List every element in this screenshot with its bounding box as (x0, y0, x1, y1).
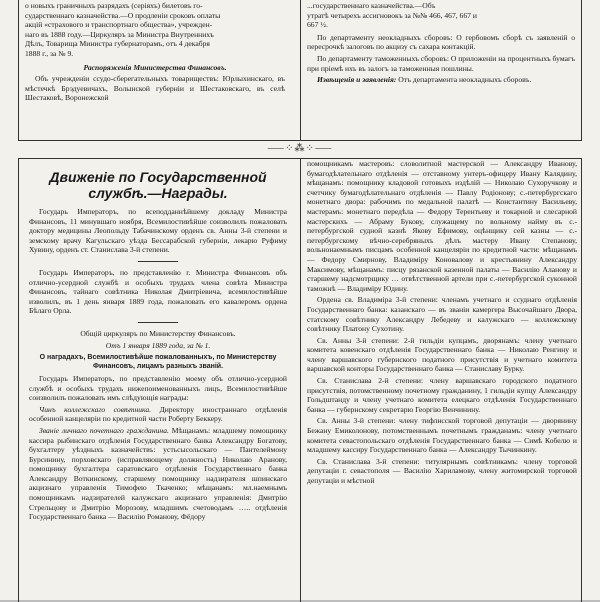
paragraph: Государь Императоръ, по представленію моему объ отлично-усердной службѣ и особыхъ трудахъ нижепоименованныхъ лицъ, Всемилостивѣйше соизволилъ пожаловать имъ слѣдующія награды: (29, 373, 287, 403)
text-line: 667 ½. (307, 20, 328, 30)
paragraph: Св. Станислава 3-й степени: титулярнымъ совѣтникамъ: члену торговой депутаціи г. севастополя — Василію Хариламову, члену житомирской торговой депутаціи и мѣстной (307, 456, 577, 485)
paragraph: Ордена св. Владиміра 3-й степени: членамъ учетнаго и ссуднаго отдѣленія Государственнаго банка: казанскаго — въ званіи камергера Высочайшаго Двора, статскому совѣтнику Александру Лебедеву и калужскаго — коллежскому совѣтнику Платону Сухотину. (307, 295, 577, 334)
text-line: сударственнаго казначейства.—О продленіи сроковъ оплаты (25, 10, 221, 20)
top-left-column (25, 1, 285, 105)
paragraph: помощникамъ мастеровъ: словолитной мастерской — Александру Иванову, бумагодѣлательнаго отдѣленія — отставному унтеръ-офицеру Ивану Калядину, мѣщанамъ: помощнику кладовой готовыхъ издѣлій — Николаю Сухоручкову и счетчику бумагодѣлательнаго отдѣленія — Павлу Родіонову; с.-петербургскаго монетнаго двора: рабочимъ по медальной палатѣ — Константину Васильеву, мастерамъ: монетнаго передѣла — Федору Терентьеву и токарной и слесарной мастерскихъ — Абраму Букову, служащему по вольному найму въ с.-петербургской судной казнѣ Якову Ефимову, оцѣнщику сей казны — с.-петербургскому вѣчно-серебряныхъ дѣлъ мастеру Ивану Степанову, вольнонаемнымъ писцамъ особенной канцеляріи по кредитной части: мѣщанамъ — Федору Смирнову, Владиміру Коновалову и крестьянину Александру Максимову, мѣщанамъ: писцу рязанской казенной палаты — Василію Аланову и старшему надсмотрщику … отвѣтственной артели при с.-петербургской суконной таможнѣ — Владиміру Юдину. (307, 159, 577, 293)
column-divider (300, 0, 301, 140)
text-line: утратѣ четырехъ ассигновокъ за №№ 466, 467, 667 и (307, 10, 477, 20)
text-line: о новыхъ граничныхъ разрядахъ (серіяхъ) билетовъ го- (25, 1, 203, 10)
short-rule (138, 261, 178, 262)
paragraph-text: Отъ департамента неокладныхъ сборовъ. (398, 75, 532, 85)
paragraph: По департаменту таможенныхъ сборовъ: О приложеніи на процентныхъ бумагъ при пріемѣ ихъ въ залогъ за таможенныя пошлины. (307, 53, 575, 73)
text-line: акцій «страхового и транспортнаго общества», учрежден- (25, 20, 213, 30)
main-frame (18, 158, 582, 602)
short-rule (138, 322, 178, 323)
right-column (307, 159, 577, 488)
left-column (29, 169, 287, 524)
circular-title: Общій циркуляръ по Министерству Финансовъ. (80, 328, 236, 338)
section-heading: Движеніе по Государственной службѣ.—Награды. (49, 169, 267, 201)
circular-date: Отъ 1 января 1889 года, за № 1. (105, 340, 211, 350)
column-divider (300, 159, 301, 602)
paragraph: Св. Анны 3-й степени: 2-й гильдіи купцамъ, дворянамъ: члену учетнаго комитета ковенскаго отдѣленія Государственнаго банка — Николаю Ренгину и члену варшавского губернского податного присутствія и учетнаго комитета варшавской конторы Государственнаго банка — Станиславу Бурку. (307, 335, 577, 374)
paragraph-text: Мѣщанамъ: младшему помощнику кассира рыбинскаго отдѣленія Государственнаго банка Александру Богатову, бухгалтеру уѣздныхъ казначействъ: устьсысольскаго — Пантелеймону Бурсинину, порховскаго (исправляющему должность) Николаю Аранову, помощнику бухгалтера саратовскаго отдѣленія Государственнаго банка Александру Воткинскому, старшему помощнику надзирателя шпинскаго акцизнаго управленія Тимофею Ткаченко; мѣщанамъ: мл.наемнымъ помощникамъ надзирателей калужскаго акцизнаго управленія: Дмитрію Стрельцову и Дмитрію Морозову, младшимъ счетоводамъ ….. отдѣленія Государственнаго банка — Василію Романову, Фёдору (29, 425, 287, 522)
text-line: наго въ 1888 году.—Циркуляръ за Министра Внутреннихъ (25, 29, 214, 39)
paragraph: Св. Станислава 2-й степени: члену варшавскаго городского податного присутствія, потомственному почетному гражданину, 1 гильдіи купцу Александру Гольдштанду и члену учетнаго комитета елецкаго отдѣленія Государственнаго банка — губернскому секретарю Георгію Венчинину. (307, 376, 577, 414)
circular-subject: О наградахъ, Всемилостивѣйше пожалованныхъ, по Министерству Финансовъ, лицамъ разныхъ званій. (39, 353, 277, 370)
paragraph-text: Директору иностраннаго отдѣленія особенной канцеляріи по кредитной части Роберту Беккеру. (29, 404, 287, 424)
label: Извѣщенія и заявленія: (317, 75, 397, 85)
paragraph: Св. Анны 3-й степени: члену тифлисской торговой депутаціи — дворянину Бежану Емиколонову, потомственнымъ почетнымъ гражданамъ: члену учетнаго комитета севастопольскаго отдѣленія Государственнаго банка — Симѣ Кобелю и младшему кассиру Государственнаго банка — Александру Тычинкину. (307, 416, 577, 455)
paragraph: По департаменту неокладныхъ сборовъ: О гербовомъ сборѣ съ заявленій о пересрочкѣ залоговъ по акцизу съ сахара контакцій. (307, 32, 575, 52)
award-label: Званіе личнаго почетнаго гражданина. (39, 425, 169, 435)
text-line: Дѣлъ, Товарища Министра губернаторамъ, отъ 4 декабря (25, 39, 210, 49)
top-frame (18, 0, 582, 141)
award-label: Чинъ коллежскаго совѣтника. (39, 404, 152, 414)
paragraph: Объ учрежденіи ссудо-сберегательныхъ товариществъ: Юрлыхинскаго, въ мѣстечкѣ Брэдуевичахъ, Волынской губерніи и Шестаковскаго, въ селѣ Шестаковѣ, Воронежской (25, 74, 285, 103)
top-right-column (307, 1, 575, 87)
paragraph: Государь Императоръ, по представленію г. Министра Финансовъ объ отлично-усердной службѣ и особыхъ трудахъ члена совѣта Министра Финансовъ, тайнаго совѣтника Николая Дмитріевича, всемилостивѣйше изволилъ, въ 1 день января 1889 года, пожаловать его кавалеромъ ордена Бѣлаго Орла. (29, 267, 287, 316)
text-line: ...государственнаго казначейства.—Объ (307, 1, 436, 10)
section-title: Распоряженія Министерства Финансовъ. (83, 62, 227, 72)
ornament-divider: ⸺⁘⁂⁘⸺ (267, 143, 333, 154)
text-line: 1888 г., за № 9. (25, 48, 74, 58)
paragraph: Государь Императоръ, по всеподданнѣйшему докладу Министра Финансовъ, 11 минувшаго ноября, Всемилостивѣйше соизволилъ пожаловать доктору медицины Леопольду Табачинскому орденъ св. Анны 3-й степени и земскому врачу Кагульскаго уѣзда Бессарабской губерніи, лекарю Руфиму Хувину, орденъ ст. Станислава 3-й степени. (29, 207, 287, 255)
